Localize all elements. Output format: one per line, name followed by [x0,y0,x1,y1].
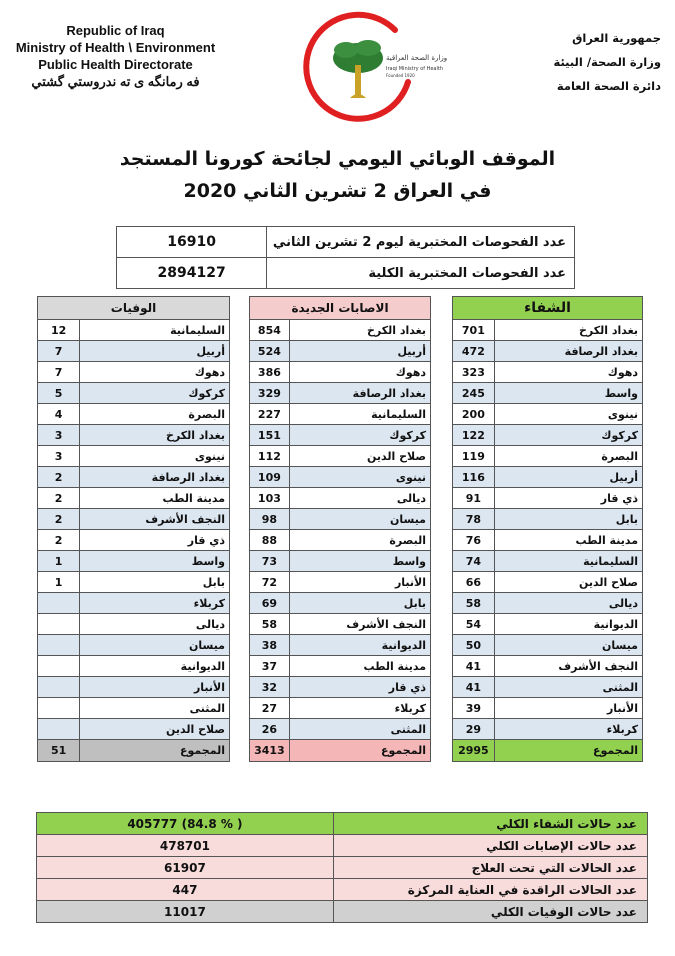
recovered-row [453,425,643,446]
deaths-total-row [38,740,230,762]
deaths-table [37,296,230,762]
country-en: Republic of Iraq [66,23,165,38]
summary-label: عدد الحالات الراقدة في العناية المركزة [333,879,647,901]
recovered-governorate: الأنبار [494,698,642,719]
recovered-row [453,698,643,719]
recovered-governorate: بغداد الرصافة [494,341,642,362]
deaths-row [38,425,230,446]
recovered-value: 41 [453,677,495,698]
deaths-value [38,677,80,698]
recovered-governorate: أربيل [494,467,642,488]
recovered-governorate: نينوى [494,404,642,425]
deaths-governorate: مدينة الطب [80,488,230,509]
deaths-row [38,341,230,362]
recovered-row [453,446,643,467]
deaths-governorate: بابل [80,572,230,593]
new-cases-value: 329 [250,383,290,404]
recovered-governorate: النجف الأشرف [494,656,642,677]
directorate-en: Public Health Directorate [38,57,193,72]
recovered-governorate: دهوك [494,362,642,383]
new-cases-total-value: 3413 [250,740,290,762]
summary-label: عدد حالات الشفاء الكلي [333,813,647,835]
new-cases-value: 854 [250,320,290,341]
recovered-total-row [453,740,643,762]
new-cases-header: الاصابات الجديدة [250,297,431,320]
new-cases-governorate: نينوى [289,467,430,488]
recovered-value: 54 [453,614,495,635]
new-cases-row [250,551,431,572]
new-cases-governorate: واسط [289,551,430,572]
deaths-value: 2 [38,467,80,488]
new-cases-value: 109 [250,467,290,488]
summary-value: 405777 (84.8 % ) [37,813,334,835]
summary-label: عدد حالات الوفيات الكلي [333,901,647,923]
new-cases-row [250,635,431,656]
deaths-row [38,383,230,404]
deaths-governorate: ديالى [80,614,230,635]
new-cases-row [250,593,431,614]
deaths-governorate: السليمانية [80,320,230,341]
logo-text-small: Founded 1920 [386,73,415,78]
deaths-value: 7 [38,341,80,362]
recovered-value: 323 [453,362,495,383]
deaths-value [38,719,80,740]
new-cases-governorate: بابل [289,593,430,614]
deaths-row [38,488,230,509]
total-tests-value: 2894127 [117,258,267,289]
new-cases-governorate: صلاح الدين [289,446,430,467]
recovered-value: 41 [453,656,495,677]
recovered-total-label: المجموع [494,740,642,762]
logo-text-en: Iraqi Ministry of Health [386,66,444,72]
header-right [554,26,662,98]
deaths-value: 4 [38,404,80,425]
new-cases-row [250,572,431,593]
daily-tests-label: عدد الفحوصات المختبرية ليوم 2 تشرين الثاني [267,227,575,258]
total-tests-row [117,258,575,289]
new-cases-governorate: النجف الأشرف [289,614,430,635]
deaths-governorate: كركوك [80,383,230,404]
new-cases-total-row [250,740,431,762]
new-cases-row [250,425,431,446]
new-cases-row [250,446,431,467]
deaths-value [38,656,80,677]
deaths-value: 3 [38,446,80,467]
new-cases-row [250,530,431,551]
deaths-row [38,593,230,614]
new-cases-row [250,677,431,698]
new-cases-value: 37 [250,656,290,677]
new-cases-governorate: ديالى [289,488,430,509]
recovered-governorate: بغداد الكرخ [494,320,642,341]
deaths-value [38,698,80,719]
deaths-governorate: أربيل [80,341,230,362]
recovered-value: 74 [453,551,495,572]
recovered-row [453,404,643,425]
new-cases-total-label: المجموع [289,740,430,762]
new-cases-governorate: السليمانية [289,404,430,425]
recovered-value: 91 [453,488,495,509]
deaths-header: الوفيات [38,297,230,320]
deaths-total-value: 51 [38,740,80,762]
report-subtitle: في العراق 2 تشرين الثاني 2020 [183,180,492,202]
recovered-value: 119 [453,446,495,467]
recovered-row [453,383,643,404]
recovered-row [453,341,643,362]
summary-label: عدد الحالات التي تحت العلاج [333,857,647,879]
new-cases-value: 58 [250,614,290,635]
new-cases-row [250,719,431,740]
recovered-value: 50 [453,635,495,656]
new-cases-row [250,509,431,530]
deaths-row [38,530,230,551]
new-cases-value: 524 [250,341,290,362]
deaths-row [38,656,230,677]
deaths-row [38,404,230,425]
new-cases-header-row [250,297,431,320]
recovered-row [453,614,643,635]
deaths-governorate: واسط [80,551,230,572]
new-cases-value: 98 [250,509,290,530]
recovered-total-value: 2995 [453,740,495,762]
new-cases-value: 151 [250,425,290,446]
new-cases-value: 38 [250,635,290,656]
deaths-governorate: ذي قار [80,530,230,551]
deaths-value: 1 [38,551,80,572]
deaths-row [38,719,230,740]
deaths-governorate: الأنبار [80,677,230,698]
recovered-row [453,551,643,572]
new-cases-value: 72 [250,572,290,593]
new-cases-row [250,320,431,341]
recovered-value: 200 [453,404,495,425]
new-cases-row [250,404,431,425]
new-cases-row [250,488,431,509]
summary-row [37,857,648,879]
recovered-governorate: كربلاء [494,719,642,740]
deaths-value: 12 [38,320,80,341]
new-cases-governorate: بغداد الرصافة [289,383,430,404]
new-cases-value: 32 [250,677,290,698]
new-cases-row [250,383,431,404]
deaths-row [38,320,230,341]
deaths-value: 2 [38,530,80,551]
total-tests-label: عدد الفحوصات المختبرية الكلية [267,258,575,289]
recovered-governorate: كركوك [494,425,642,446]
recovered-table [452,296,643,762]
deaths-governorate: بغداد الرصافة [80,467,230,488]
recovered-row [453,656,643,677]
new-cases-value: 73 [250,551,290,572]
new-cases-governorate: دهوك [289,362,430,383]
recovered-value: 245 [453,383,495,404]
deaths-row [38,362,230,383]
recovered-governorate: واسط [494,383,642,404]
deaths-header-row [38,297,230,320]
recovered-governorate: الديوانية [494,614,642,635]
new-cases-value: 227 [250,404,290,425]
new-cases-governorate: البصرة [289,530,430,551]
deaths-value [38,614,80,635]
recovered-governorate: السليمانية [494,551,642,572]
recovered-governorate: البصرة [494,446,642,467]
recovered-row [453,488,643,509]
summary-value: 11017 [37,901,334,923]
summary-value: 447 [37,879,334,901]
deaths-governorate: صلاح الدين [80,719,230,740]
new-cases-value: 386 [250,362,290,383]
new-cases-governorate: الأنبار [289,572,430,593]
recovered-row [453,320,643,341]
new-cases-governorate: الديوانية [289,635,430,656]
new-cases-governorate: مدينة الطب [289,656,430,677]
new-cases-governorate: كركوك [289,425,430,446]
new-cases-governorate: ذي قار [289,677,430,698]
recovered-governorate: ديالى [494,593,642,614]
ministry-ar: وزارة الصحة/ البيئة [553,55,661,69]
new-cases-row [250,656,431,677]
new-cases-governorate: بغداد الكرخ [289,320,430,341]
deaths-governorate: دهوك [80,362,230,383]
summary-value: 61907 [37,857,334,879]
new-cases-row [250,698,431,719]
summary-row [37,901,648,923]
deaths-value [38,593,80,614]
recovered-value: 116 [453,467,495,488]
recovered-governorate: صلاح الدين [494,572,642,593]
deaths-governorate: البصرة [80,404,230,425]
country-ar: جمهورية العراق [572,31,661,45]
recovered-row [453,677,643,698]
deaths-row [38,446,230,467]
deaths-value: 3 [38,425,80,446]
deaths-value: 2 [38,488,80,509]
new-cases-governorate: أربيل [289,341,430,362]
recovered-governorate: ذي قار [494,488,642,509]
deaths-total-label: المجموع [80,740,230,762]
lab-tests-table [116,226,575,289]
deaths-value: 1 [38,572,80,593]
new-cases-row [250,362,431,383]
new-cases-governorate: كربلاء [289,698,430,719]
new-cases-governorate: المثنى [289,719,430,740]
recovered-row [453,530,643,551]
recovered-value: 29 [453,719,495,740]
recovered-header-row [453,297,643,320]
new-cases-value: 69 [250,593,290,614]
deaths-value: 2 [38,509,80,530]
daily-tests-value: 16910 [117,227,267,258]
directorate-ku: فه رمانگه ى ته ندروستي گشتي [31,74,200,89]
recovered-governorate: المثنى [494,677,642,698]
recovered-header: الشفاء [453,297,643,320]
deaths-value: 7 [38,362,80,383]
summary-table [36,812,648,923]
recovered-row [453,572,643,593]
deaths-row [38,572,230,593]
recovered-row [453,467,643,488]
recovered-governorate: مدينة الطب [494,530,642,551]
recovered-row [453,593,643,614]
new-cases-value: 112 [250,446,290,467]
deaths-governorate: الديوانية [80,656,230,677]
deaths-row [38,698,230,719]
summary-row [37,879,648,901]
ministry-en: Ministry of Health \ Environment [15,40,216,55]
deaths-value [38,635,80,656]
recovered-governorate: ميسان [494,635,642,656]
new-cases-value: 103 [250,488,290,509]
deaths-governorate: بغداد الكرخ [80,425,230,446]
deaths-row [38,551,230,572]
new-cases-table [249,296,431,762]
deaths-row [38,677,230,698]
recovered-value: 66 [453,572,495,593]
deaths-governorate: نينوى [80,446,230,467]
new-cases-row [250,614,431,635]
deaths-row [38,509,230,530]
daily-tests-row [117,227,575,258]
deaths-governorate: المثنى [80,698,230,719]
new-cases-value: 26 [250,719,290,740]
recovered-governorate: بابل [494,509,642,530]
deaths-value: 5 [38,383,80,404]
recovered-row [453,635,643,656]
new-cases-value: 88 [250,530,290,551]
recovered-value: 39 [453,698,495,719]
new-cases-value: 27 [250,698,290,719]
recovered-row [453,719,643,740]
recovered-row [453,362,643,383]
deaths-row [38,635,230,656]
summary-row [37,835,648,857]
recovered-value: 122 [453,425,495,446]
recovered-value: 58 [453,593,495,614]
logo-text-ar: وزارة الصحة العراقية [386,54,448,62]
ministry-logo [300,10,448,120]
recovered-value: 701 [453,320,495,341]
new-cases-governorate: ميسان [289,509,430,530]
deaths-row [38,467,230,488]
recovered-value: 76 [453,530,495,551]
deaths-governorate: النجف الأشرف [80,509,230,530]
report-title: الموقف الوبائي اليومي لجائحة كورونا المستجد [119,148,556,170]
summary-value: 478701 [37,835,334,857]
deaths-row [38,614,230,635]
new-cases-row [250,341,431,362]
recovered-value: 472 [453,341,495,362]
header-left [8,22,223,90]
deaths-governorate: كربلاء [80,593,230,614]
summary-label: عدد حالات الإصابات الكلي [333,835,647,857]
recovered-value: 78 [453,509,495,530]
deaths-governorate: ميسان [80,635,230,656]
directorate-ar: دائرة الصحة العامة [556,79,661,93]
summary-row [37,813,648,835]
new-cases-row [250,467,431,488]
recovered-row [453,509,643,530]
